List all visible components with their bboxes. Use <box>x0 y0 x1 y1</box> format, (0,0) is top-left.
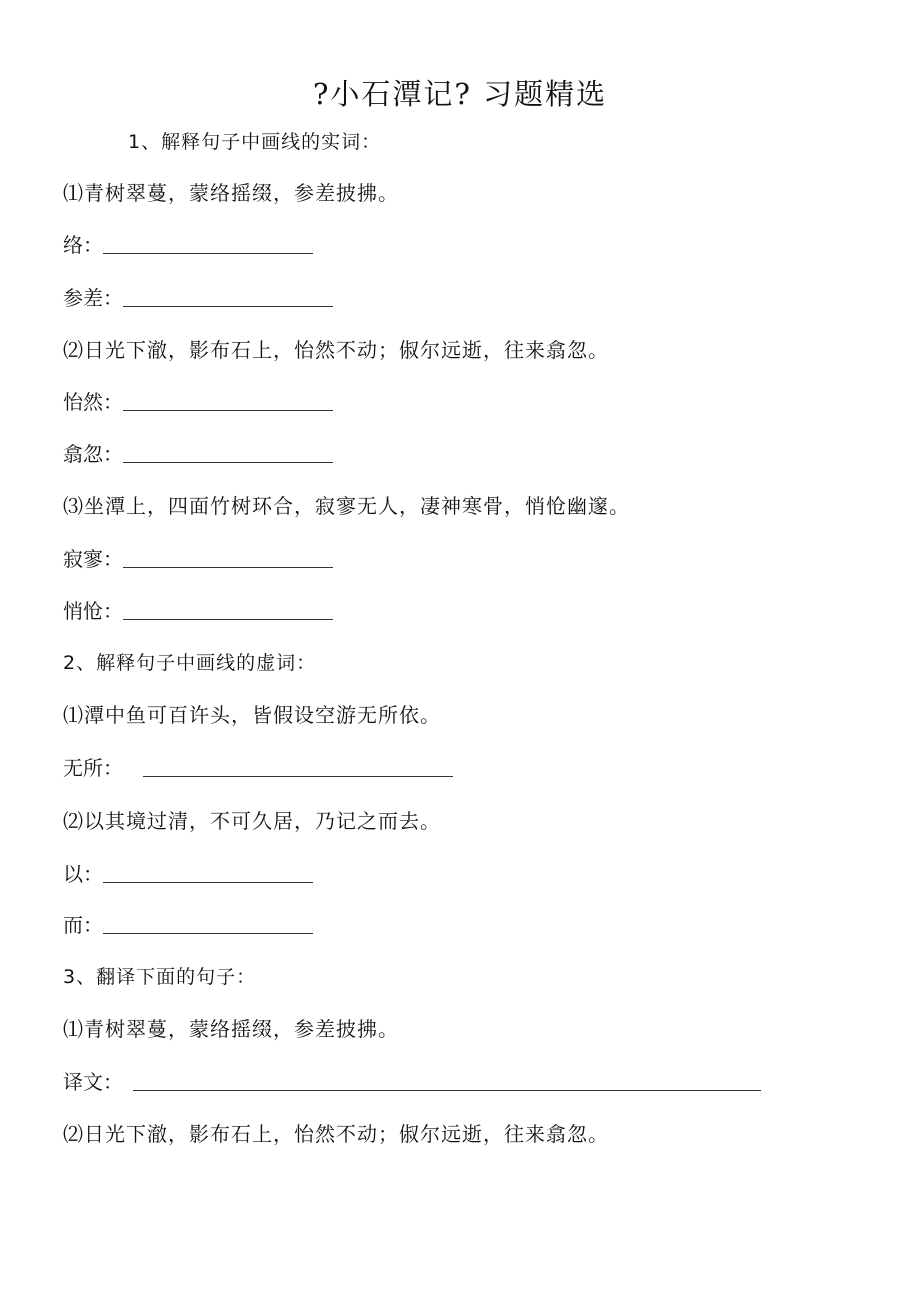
blank-label: 寂寥： <box>63 547 123 571</box>
blank-label: 而： <box>63 913 103 937</box>
answer-line[interactable] <box>123 409 333 411</box>
blank-label: 翕忽： <box>63 442 123 466</box>
answer-line[interactable] <box>143 775 453 777</box>
s2-q1-blank-1 <box>63 755 453 781</box>
blank-label: 以： <box>63 862 103 886</box>
s1-q1-blank-1 <box>63 232 313 258</box>
s1-q2-blank-2 <box>63 441 333 467</box>
s1-q3-blank-1 <box>63 546 333 572</box>
s2-q1-sentence: ⑴潭中鱼可百许头，皆假设空游无所依。 <box>63 703 441 727</box>
s2-q2-blank-1 <box>63 861 313 887</box>
section-3-heading: 3、翻译下面的句子： <box>63 966 257 988</box>
blank-label: 译文： <box>63 1070 123 1094</box>
answer-line[interactable] <box>103 252 313 254</box>
s1-q2-blank-1 <box>63 389 333 415</box>
answer-line[interactable] <box>123 305 333 307</box>
answer-line[interactable] <box>103 932 313 934</box>
blank-label: 无所： <box>63 756 123 780</box>
blank-label: 络： <box>63 233 103 257</box>
s1-q2-sentence: ⑵日光下澈，影布石上，怡然不动；俶尔远逝，往来翕忽。 <box>63 338 609 362</box>
blank-label: 参差： <box>63 286 123 310</box>
answer-line[interactable] <box>123 461 333 463</box>
s3-q1-blank-1 <box>63 1069 761 1095</box>
s2-q2-blank-2 <box>63 912 313 938</box>
s1-q3-sentence: ⑶坐潭上，四面竹树环合，寂寥无人，凄神寒骨，悄怆幽邃。 <box>63 494 630 518</box>
s3-q1-sentence: ⑴青树翠蔓，蒙络摇缀，参差披拂。 <box>63 1017 399 1041</box>
section-1-heading: 1、解释句子中画线的实词： <box>128 131 382 153</box>
answer-line[interactable] <box>123 618 333 620</box>
page-title: ?小石潭记? 习题精选 <box>312 77 608 111</box>
answer-line[interactable] <box>133 1089 761 1091</box>
section-2-heading: 2、解释句子中画线的虚词： <box>63 652 317 674</box>
s2-q2-sentence: ⑵以其境过清，不可久居，乃记之而去。 <box>63 809 441 833</box>
answer-line[interactable] <box>123 566 333 568</box>
s1-q1-blank-2 <box>63 285 333 311</box>
blank-label: 悄怆： <box>63 599 123 623</box>
s3-q2-sentence: ⑵日光下澈，影布石上，怡然不动；俶尔远逝，往来翕忽。 <box>63 1122 609 1146</box>
blank-label: 怡然： <box>63 390 123 414</box>
s1-q3-blank-2 <box>63 598 333 624</box>
answer-line[interactable] <box>103 881 313 883</box>
s1-q1-sentence: ⑴青树翠蔓，蒙络摇缀，参差披拂。 <box>63 181 399 205</box>
